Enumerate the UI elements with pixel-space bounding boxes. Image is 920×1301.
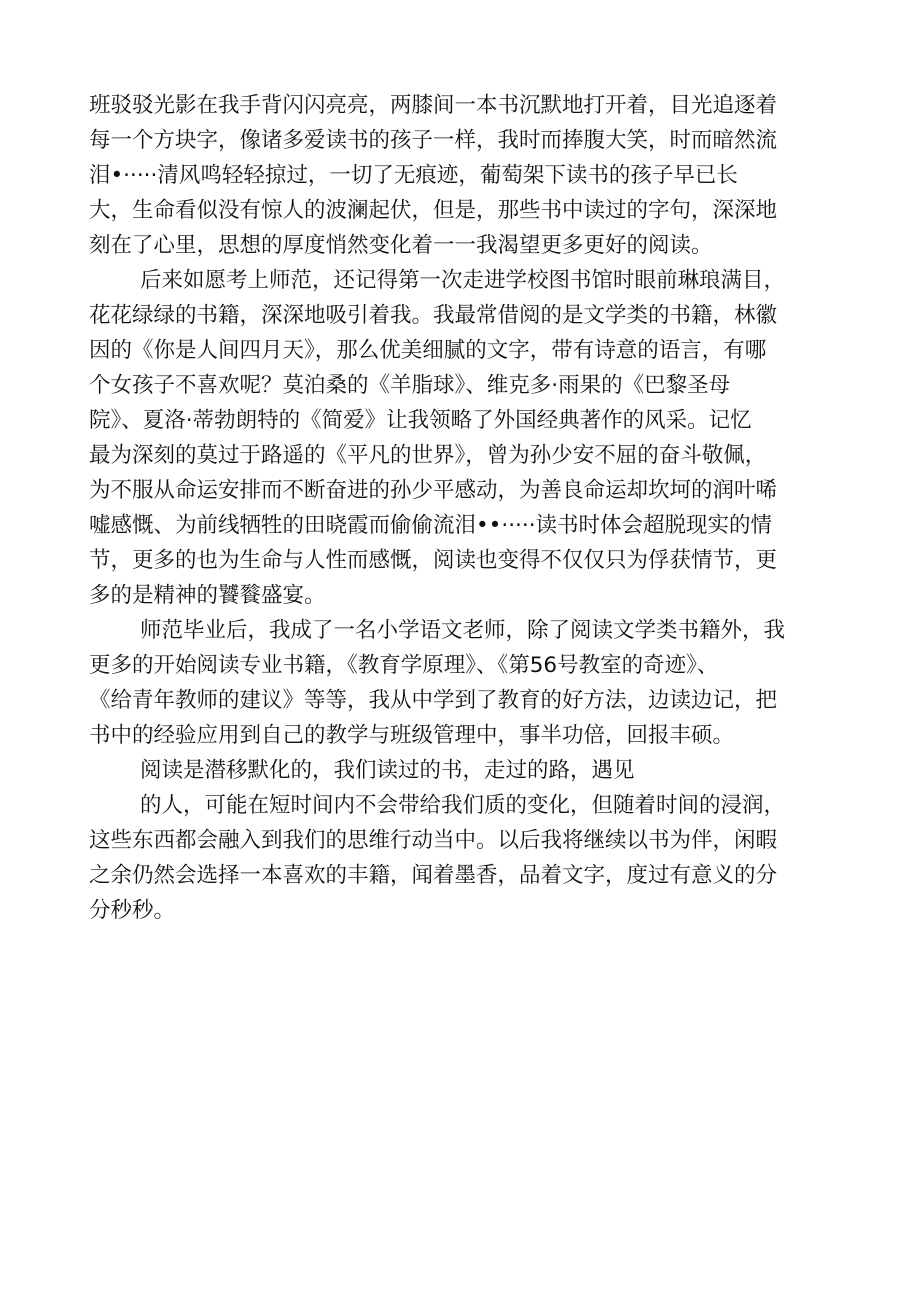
- text-line: 节，更多的也为生命与人性而感慨，阅读也变得不仅仅只为俘获情节，更: [89, 548, 778, 573]
- paragraph-start-line: 阅读是潜移默化的，我们读过的书，走过的路，遇见: [140, 758, 635, 783]
- text-line: 书中的经验应用到自己的教学与班级管理中，事半功倍，回报丰硕。: [89, 723, 735, 748]
- text-line: 因的《你是人间四月天》，那么优美细腻的文字，带有诗意的语言，有哪: [89, 338, 767, 363]
- text-line: 之余仍然会选择一本喜欢的丰籍，闻着墨香，品着文字，度过有意义的分: [89, 863, 778, 888]
- text-line: 班驳驳光影在我手背闪闪亮亮，两膝间一本书沉默地打开着，目光追逐着: [89, 93, 778, 118]
- text-line: 嘘感慨、为前线牺牲的田晓霞而偷偷流泪••·····读书时体会超脱现实的情: [89, 513, 773, 538]
- text-line: 更多的开始阅读专业书籍，《教育学原理》、《第56号教室的奇迹》、: [89, 653, 719, 678]
- paragraph-start-line: 师范毕业后，我成了一名小学语文老师，除了阅读文学类书籍外，我: [140, 618, 786, 643]
- text-line: 每一个方块字，像诸多爱读书的孩子一样，我时而捧腹大笑，时而暗然流: [89, 128, 778, 153]
- text-line: 花花绿绿的书籍，深深地吸引着我。我最常借阅的是文学类的书籍，林徽: [89, 303, 778, 328]
- text-line: 刻在了心里，思想的厚度悄然变化着一一我渴望更多更好的阅读。: [89, 233, 713, 258]
- text-line: 大，生命看似没有惊人的波澜起伏，但是，那些书中读过的字句，深深地: [89, 198, 778, 223]
- text-line: 分秒秒。: [89, 898, 176, 923]
- text-line: 为不服从命运安排而不断奋进的孙少平感动，为善良命运却坎坷的润叶唏: [89, 478, 778, 503]
- text-line: 的人，可能在短时间内不会带给我们质的变化，但随着时间的浸润，: [140, 793, 786, 818]
- text-line: 《给青年教师的建议》等等，我从中学到了教育的好方法，边读边记，把: [89, 688, 778, 713]
- text-line: 这些东西都会融入到我们的思维行动当中。以后我将继续以书为伴，闲暇: [89, 828, 778, 853]
- text-line: 泪•·····清风鸣轻轻掠过，一切了无痕迹，葡萄架下读书的孩子早已长: [89, 163, 738, 188]
- text-line: 多的是精神的饕餮盛宴。: [89, 583, 326, 608]
- text-line: 院》、夏洛·蒂勃朗特的《简爱》让我领略了外国经典著作的风采。记忆: [89, 408, 752, 433]
- paragraph-start-line: 后来如愿考上师范，还记得第一次走进学校图书馆时眼前琳琅满目，: [140, 268, 786, 293]
- text-line: 个女孩子不喜欢呢？莫泊桑的《羊脂球》、维克多·雨果的《巴黎圣母: [89, 373, 731, 398]
- text-line: 最为深刻的莫过于路遥的《平凡的世界》，曾为孙少安不屈的奋斗敬佩，: [89, 443, 767, 468]
